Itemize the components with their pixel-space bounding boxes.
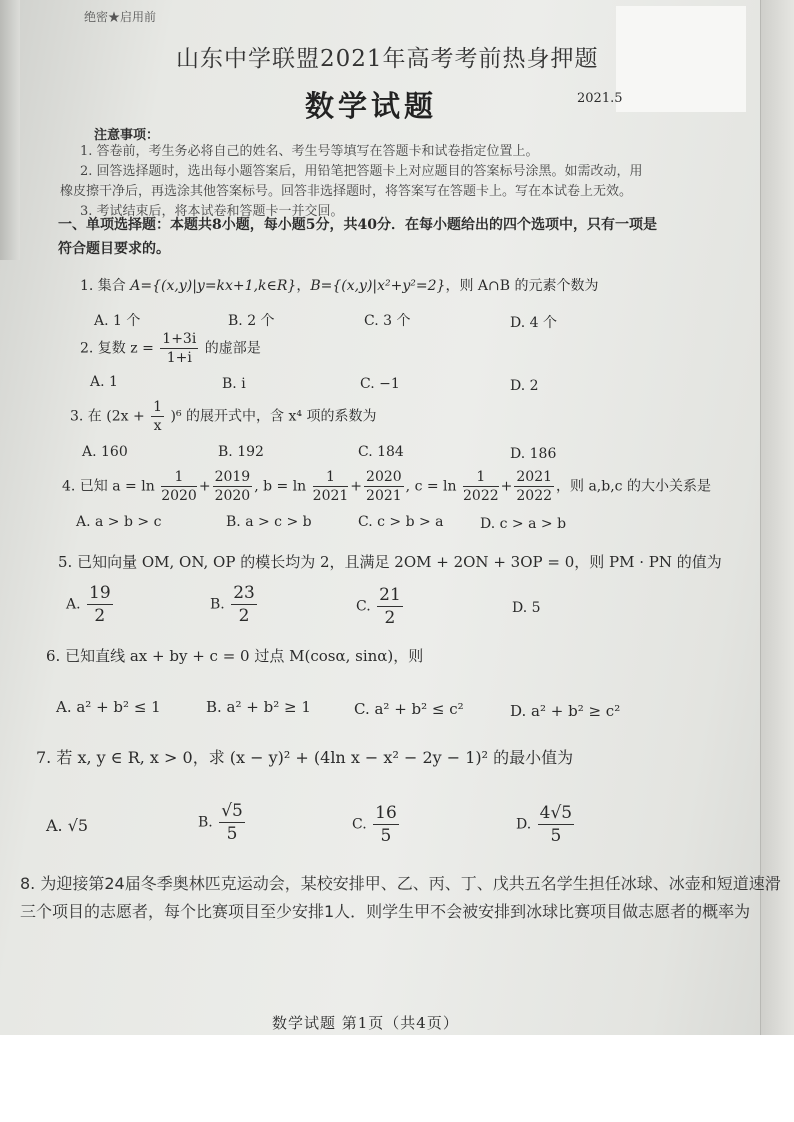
q1-option-d: D. 4 个: [510, 315, 557, 331]
q1-sep: ，: [296, 278, 311, 294]
q1-option-a: A. 1 个: [94, 313, 141, 329]
q5-c-num: 21: [379, 585, 401, 605]
q5-a-den: 2: [94, 606, 106, 626]
q5-option-a: [66, 582, 115, 627]
question-8: 8. 为迎接第24届冬季奥林匹克运动会，某校安排甲、乙、丙、丁、戊共五名学生担任冰球、冰壶和短道速滑三个项目的志愿者，每个比赛项目至少安排1人．则学生甲不会被安排到冰球比赛项目做志愿者的概率为: [20, 874, 781, 921]
notice-item-2-cont: 橡皮擦干净后，再选涂其他答案标号。回答非选择题时，将答案写在答题卡上。写在本试卷上无效。: [60, 184, 633, 199]
page-footer: 数学试题 第1页（共4页）: [272, 1014, 459, 1032]
q7-d-fraction: [538, 802, 574, 847]
q1-set-a: A={(x,y)|y=kx+1,k∈R}: [130, 278, 297, 294]
q7-d-label: D.: [516, 816, 532, 833]
q4-frac-2: [213, 468, 253, 505]
q6-option-b: B. a² + b² ≥ 1: [206, 698, 311, 716]
q4-f1-num: 1: [161, 468, 197, 487]
q4-f5-num: 1: [463, 468, 499, 487]
q5-option-c: [356, 584, 405, 629]
q5-b-fraction: [231, 582, 257, 627]
notice-title: 注意事项：: [94, 128, 160, 143]
question-7: 7. 若 x, y ∈ R, x > 0，求 (x − y)² + (4ln x − x² − 2y − 1)² 的最小值为: [36, 748, 574, 767]
q4-f2-num: 2019: [214, 469, 251, 485]
q5-a-label: A.: [66, 596, 81, 613]
q4-plus-2: +: [350, 478, 363, 495]
q5-b-num: 23: [233, 583, 255, 603]
q3-option-b: B. 192: [218, 444, 264, 460]
question-6: 6. 已知直线 ax + by + c = 0 过点 M(cosα, sinα)，则: [46, 647, 424, 665]
notice-item-1: 1. 答卷前，考生务必将自己的姓名、考生号等填写在答题卡和试卷指定位置上。: [80, 144, 539, 159]
q7-b-fraction: [219, 800, 245, 845]
q4-frac-5: [463, 468, 499, 505]
notice-item-2: 2. 回答选择题时，选出每小题答案后，用铅笔把答题卡上对应题目的答案标号涂黑。如需改动，用: [80, 164, 643, 179]
q7-c-fraction: [373, 802, 399, 847]
q7-option-c: [352, 802, 401, 847]
section-heading-cont: 符合题目要求的。: [58, 241, 170, 257]
q3-num: 1: [153, 399, 163, 415]
q4-f1-den: 2020: [161, 488, 197, 504]
q4-f3-den: 2021: [312, 488, 349, 504]
q4-option-c: C. c > b > a: [358, 514, 444, 530]
q2-option-d: D. 2: [510, 378, 539, 394]
q7-option-b: [198, 800, 247, 845]
q4-plus-1: +: [198, 478, 211, 495]
q7-b-num: √5: [221, 801, 243, 821]
question-2: [80, 330, 261, 367]
question-4: [62, 468, 711, 505]
q7-d-den: 5: [550, 826, 562, 846]
q7-option-a: A. √5: [46, 816, 89, 835]
q1-option-b: B. 2 个: [228, 313, 275, 329]
q5-b-label: B.: [210, 596, 225, 613]
q4-a-prefix: 4. 已知 a = ln: [62, 478, 155, 495]
q5-c-label: C.: [356, 598, 371, 615]
q5-c-fraction: [377, 584, 403, 629]
q6-option-c: C. a² + b² ≤ c²: [354, 700, 464, 718]
q3-suffix: )⁶ 的展开式中，含 x⁴ 项的系数为: [170, 408, 377, 425]
q5-b-den: 2: [238, 606, 250, 626]
q2-option-b: B. i: [222, 376, 246, 392]
q3-option-a: A. 160: [82, 444, 128, 460]
q2-prefix: 2. 复数 z =: [80, 340, 154, 357]
notice-item-3: 3. 考试结束后，将本试卷和答题卡一并交回。: [80, 204, 344, 219]
q1-option-c: C. 3 个: [364, 313, 411, 329]
q4-f6-num: 2021: [516, 469, 553, 485]
q4-frac-4: [364, 468, 404, 505]
q1-prefix: 1. 集合: [80, 278, 131, 294]
q2-suffix: 的虚部是: [204, 340, 261, 357]
section-heading: 一、单项选择题：本题共8小题，每小题5分，共40分．在每小题给出的四个选项中，只有一项是: [58, 217, 657, 233]
q4-b-prefix: , b = ln: [254, 478, 307, 495]
q4-f3-num: 1: [313, 468, 349, 487]
question-1: [80, 276, 598, 296]
q4-frac-6: [514, 468, 554, 505]
subject-title: 数学试题: [305, 89, 438, 123]
q5-a-num: 19: [89, 583, 111, 603]
q3-prefix: 3. 在 (2x +: [70, 408, 145, 425]
q4-f5-den: 2022: [463, 488, 499, 504]
q4-f4-den: 2021: [366, 488, 402, 504]
q7-c-den: 5: [380, 826, 392, 846]
q1-set-b: B={(x,y)|x²+y²=2}: [310, 278, 446, 294]
confidential-label: 绝密★启用前: [84, 10, 157, 24]
q3-option-c: C. 184: [358, 444, 404, 460]
q4-option-b: B. a > c > b: [226, 514, 312, 530]
q5-c-den: 2: [384, 608, 396, 628]
q6-option-a: A. a² + b² ≤ 1: [56, 698, 161, 716]
q6-option-d: D. a² + b² ≥ c²: [510, 702, 621, 720]
q7-option-d: [516, 802, 576, 847]
q4-f4-num: 2020: [366, 469, 402, 485]
q2-option-c: C. −1: [360, 376, 400, 392]
q2-option-a: A. 1: [90, 374, 118, 390]
q3-fraction: [151, 398, 164, 435]
q4-f2-den: 2020: [214, 488, 251, 504]
q3-option-d: D. 186: [510, 446, 557, 462]
q7-b-den: 5: [226, 824, 238, 844]
q4-plus-3: +: [500, 478, 513, 495]
q5-a-fraction: [87, 582, 113, 627]
q7-c-label: C.: [352, 816, 367, 833]
exam-date: 2021.5: [577, 91, 623, 106]
q2-fraction: [160, 330, 198, 367]
q7-b-label: B.: [198, 814, 213, 831]
q2-num: 1+3i: [162, 331, 197, 347]
blank-patch: [616, 6, 746, 112]
question-3: [70, 398, 376, 435]
q7-d-num: 4√5: [539, 803, 573, 823]
q1-suffix: ，则 A∩B 的元素个数为: [445, 278, 599, 294]
q4-f6-den: 2022: [516, 488, 553, 504]
q4-c-prefix: , c = ln: [405, 478, 457, 495]
question-5: 5. 已知向量 OM, ON, OP 的模长均为 2，且满足 2OM + 2ON + 3OP = 0，则 PM · PN 的值为: [58, 553, 722, 571]
q4-option-d: D. c > a > b: [480, 516, 567, 532]
q2-den: 1+i: [166, 350, 192, 366]
q4-frac-3: [313, 468, 349, 505]
q4-frac-1: [161, 468, 197, 505]
q4-suffix: ，则 a,b,c 的大小关系是: [556, 478, 711, 495]
q5-option-d: D. 5: [512, 600, 541, 616]
q7-c-num: 16: [375, 803, 397, 823]
adjacent-page-left: [0, 0, 20, 260]
q4-option-a: A. a > b > c: [76, 514, 162, 530]
q3-den: x: [153, 418, 162, 434]
q5-option-b: [210, 582, 259, 627]
exam-title: 山东中学联盟2021年高考考前热身押题: [176, 46, 599, 72]
